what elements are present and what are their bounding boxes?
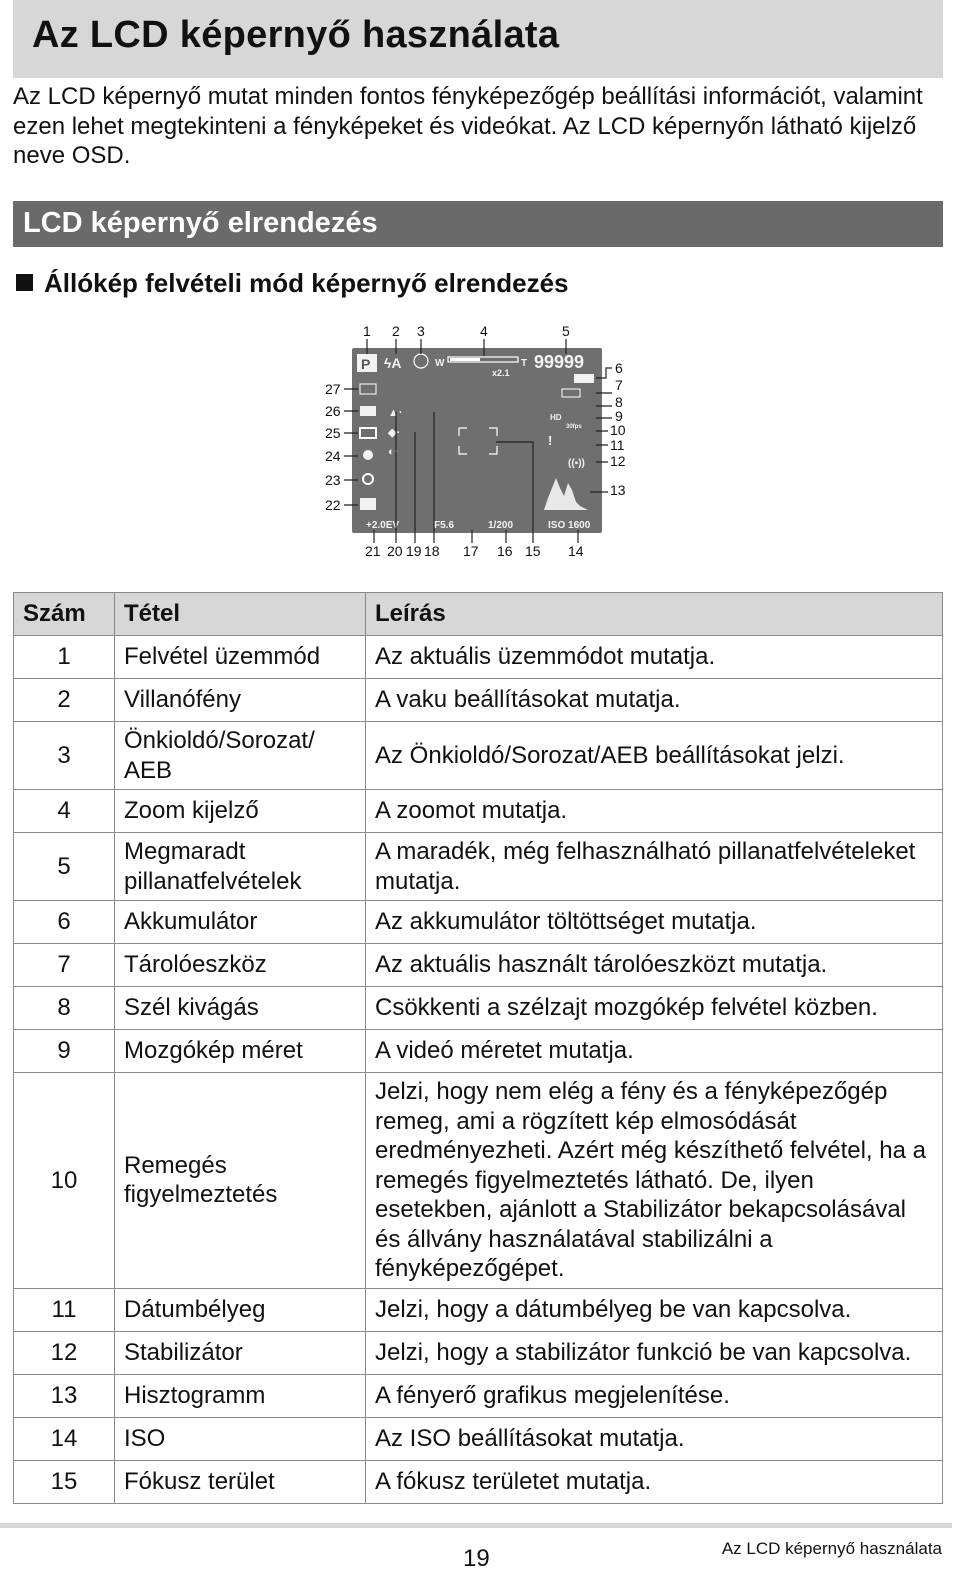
callout-5: 5 bbox=[562, 323, 570, 339]
table-row bbox=[14, 722, 943, 790]
header-description: Leírás bbox=[366, 593, 943, 636]
row-item: Felvétel üzemmód bbox=[115, 636, 366, 679]
row-number: 11 bbox=[14, 1288, 115, 1331]
callout-20: 20 bbox=[387, 543, 403, 559]
iso-value: ISO 1600 bbox=[548, 520, 591, 531]
callout-18: 18 bbox=[424, 543, 440, 559]
table-row bbox=[14, 901, 943, 944]
table-row bbox=[14, 1030, 943, 1073]
title-bar bbox=[13, 0, 943, 78]
callout-2: 2 bbox=[392, 323, 400, 339]
row-description: Az akkumulátor töltöttséget mutatja. bbox=[366, 901, 943, 944]
svg-text:P: P bbox=[361, 356, 371, 372]
stabilizer-icon: ((▪)) bbox=[568, 458, 585, 469]
callout-6: 6 bbox=[615, 360, 623, 376]
callout-9: 9 bbox=[615, 408, 623, 424]
row-number: 7 bbox=[14, 944, 115, 987]
lcd-layout-diagram bbox=[300, 318, 640, 568]
row-item: Tárolóeszköz bbox=[115, 944, 366, 987]
row-item: Önkioldó/Sorozat/ AEB bbox=[115, 722, 366, 790]
callout-24: 24 bbox=[325, 448, 341, 464]
table-row bbox=[14, 1073, 943, 1289]
callout-1: 1 bbox=[363, 323, 371, 339]
row-number: 8 bbox=[14, 987, 115, 1030]
row-description: A maradék, még felhasználható pillanatfelvételeket mutatja. bbox=[366, 833, 943, 901]
callout-13: 13 bbox=[610, 482, 626, 498]
sharpness-icon: ▲· bbox=[388, 407, 403, 419]
fps-label: 30fps bbox=[566, 424, 582, 430]
callout-21: 21 bbox=[365, 543, 381, 559]
table-row bbox=[14, 1288, 943, 1331]
shutter-value: 1/200 bbox=[488, 520, 514, 531]
row-number: 13 bbox=[14, 1374, 115, 1417]
table-row bbox=[14, 944, 943, 987]
intro-paragraph: Az LCD képernyő mutat minden fontos fényképezőgép beállítási információt, valamint ezen lehet megtekinteni a fényképeket és videókat. Az LCD képernyőn látható kijelző neve OSD. bbox=[13, 83, 923, 169]
row-description: A fényerő grafikus megjelenítése. bbox=[366, 1374, 943, 1417]
page-title: Az LCD képernyő használata bbox=[32, 14, 560, 56]
aperture-value: F5.6 bbox=[434, 520, 455, 531]
callout-7: 7 bbox=[615, 377, 623, 393]
callout-23: 23 bbox=[325, 472, 341, 488]
callout-3: 3 bbox=[417, 323, 425, 339]
callout-11: 11 bbox=[610, 437, 625, 453]
row-number: 10 bbox=[14, 1073, 115, 1289]
row-item: Fókusz terület bbox=[115, 1460, 366, 1503]
callout-25: 25 bbox=[325, 425, 341, 441]
row-description: Jelzi, hogy nem elég a fény és a fényképezőgép remeg, ami a rögzített kép elmosódását eredményezheti. Azért még készíthető felvétel, ha a remegés figyelmeztetés látható. De, ilyen esetekben, ajánlott a Stabilizátor bekapcsolásával és állvány használatával stabilizálni a fényképezőgépet. bbox=[366, 1073, 943, 1289]
row-description: Jelzi, hogy a dátumbélyeg be van kapcsolva. bbox=[366, 1288, 943, 1331]
row-number: 1 bbox=[14, 636, 115, 679]
zoom-w-label: W bbox=[435, 358, 445, 369]
callout-4: 4 bbox=[480, 323, 488, 339]
callout-19: 19 bbox=[406, 543, 422, 559]
sub-heading bbox=[16, 268, 569, 299]
row-item: Akkumulátor bbox=[115, 901, 366, 944]
row-item: Hisztogramm bbox=[115, 1374, 366, 1417]
callout-10: 10 bbox=[610, 422, 626, 438]
shake-warning-icon: ! bbox=[548, 433, 553, 448]
table-row bbox=[14, 1331, 943, 1374]
page-number: 19 bbox=[463, 1545, 490, 1572]
table-header-row bbox=[14, 593, 943, 636]
callout-14: 14 bbox=[568, 543, 584, 559]
header-number: Szám bbox=[14, 593, 115, 636]
square-bullet-icon bbox=[16, 274, 33, 291]
row-number: 15 bbox=[14, 1460, 115, 1503]
white-balance-icon bbox=[360, 406, 376, 416]
light-icon bbox=[363, 450, 373, 460]
sub-heading-text: Állókép felvételi mód képernyő elrendezés bbox=[44, 268, 569, 298]
row-number: 4 bbox=[14, 790, 115, 833]
scene-icon bbox=[360, 498, 376, 510]
row-description: A zoomot mutatja. bbox=[366, 790, 943, 833]
table-row bbox=[14, 790, 943, 833]
shots-remaining: 99999 bbox=[534, 352, 585, 372]
contrast-icon: ◐· bbox=[388, 446, 399, 458]
section-heading: LCD képernyő elrendezés bbox=[23, 207, 378, 239]
row-number: 14 bbox=[14, 1417, 115, 1460]
row-item: Szél kivágás bbox=[115, 987, 366, 1030]
row-item: Villanófény bbox=[115, 679, 366, 722]
table-row bbox=[14, 1417, 943, 1460]
row-description: Az Önkioldó/Sorozat/AEB beállításokat jelzi. bbox=[366, 722, 943, 790]
callout-26: 26 bbox=[325, 403, 341, 419]
hd-label: HD bbox=[550, 413, 562, 422]
row-item: ISO bbox=[115, 1417, 366, 1460]
table-row bbox=[14, 833, 943, 901]
footer-divider bbox=[0, 1523, 952, 1528]
row-item: Zoom kijelző bbox=[115, 790, 366, 833]
table-row bbox=[14, 1374, 943, 1417]
callout-8: 8 bbox=[615, 394, 623, 410]
footer-title: Az LCD képernyő használata bbox=[721, 1539, 942, 1558]
row-description: Csökkenti a szélzajt mozgókép felvétel közben. bbox=[366, 987, 943, 1030]
row-description: Az aktuális használt tárolóeszközt mutatja. bbox=[366, 944, 943, 987]
osd-items-table bbox=[13, 592, 943, 1504]
battery-icon bbox=[574, 374, 594, 383]
callout-17: 17 bbox=[463, 543, 479, 559]
row-number: 12 bbox=[14, 1331, 115, 1374]
row-number: 6 bbox=[14, 901, 115, 944]
row-item: Megmaradt pillanatfelvételek bbox=[115, 833, 366, 901]
row-description: Jelzi, hogy a stabilizátor funkció be van kapcsolva. bbox=[366, 1331, 943, 1374]
row-description: A vaku beállításokat mutatja. bbox=[366, 679, 943, 722]
table-row bbox=[14, 987, 943, 1030]
row-number: 3 bbox=[14, 722, 115, 790]
row-number: 2 bbox=[14, 679, 115, 722]
callout-22: 22 bbox=[325, 497, 341, 513]
row-description: A videó méretet mutatja. bbox=[366, 1030, 943, 1073]
callout-16: 16 bbox=[497, 543, 513, 559]
table-row bbox=[14, 636, 943, 679]
row-number: 9 bbox=[14, 1030, 115, 1073]
header-item: Tétel bbox=[115, 593, 366, 636]
section-bar bbox=[13, 201, 943, 247]
ev-value: +2.0EV bbox=[366, 520, 400, 531]
table-row bbox=[14, 1460, 943, 1503]
table-row bbox=[14, 679, 943, 722]
zoom-ratio: x2.1 bbox=[492, 368, 510, 378]
flash-icon: ϟA bbox=[384, 355, 402, 371]
row-number: 5 bbox=[14, 833, 115, 901]
row-item: Remegés figyelmeztetés bbox=[115, 1073, 366, 1289]
callout-27: 27 bbox=[325, 381, 341, 397]
row-item: Dátumbélyeg bbox=[115, 1288, 366, 1331]
callout-15: 15 bbox=[525, 543, 541, 559]
row-description: A fókusz területet mutatja. bbox=[366, 1460, 943, 1503]
row-description: Az ISO beállításokat mutatja. bbox=[366, 1417, 943, 1460]
zoom-t-label: T bbox=[521, 358, 528, 369]
row-item: Stabilizátor bbox=[115, 1331, 366, 1374]
callout-12: 12 bbox=[610, 453, 626, 469]
row-item: Mozgókép méret bbox=[115, 1030, 366, 1073]
row-description: Az aktuális üzemmódot mutatja. bbox=[366, 636, 943, 679]
saturation-icon: ◆· bbox=[388, 427, 401, 439]
